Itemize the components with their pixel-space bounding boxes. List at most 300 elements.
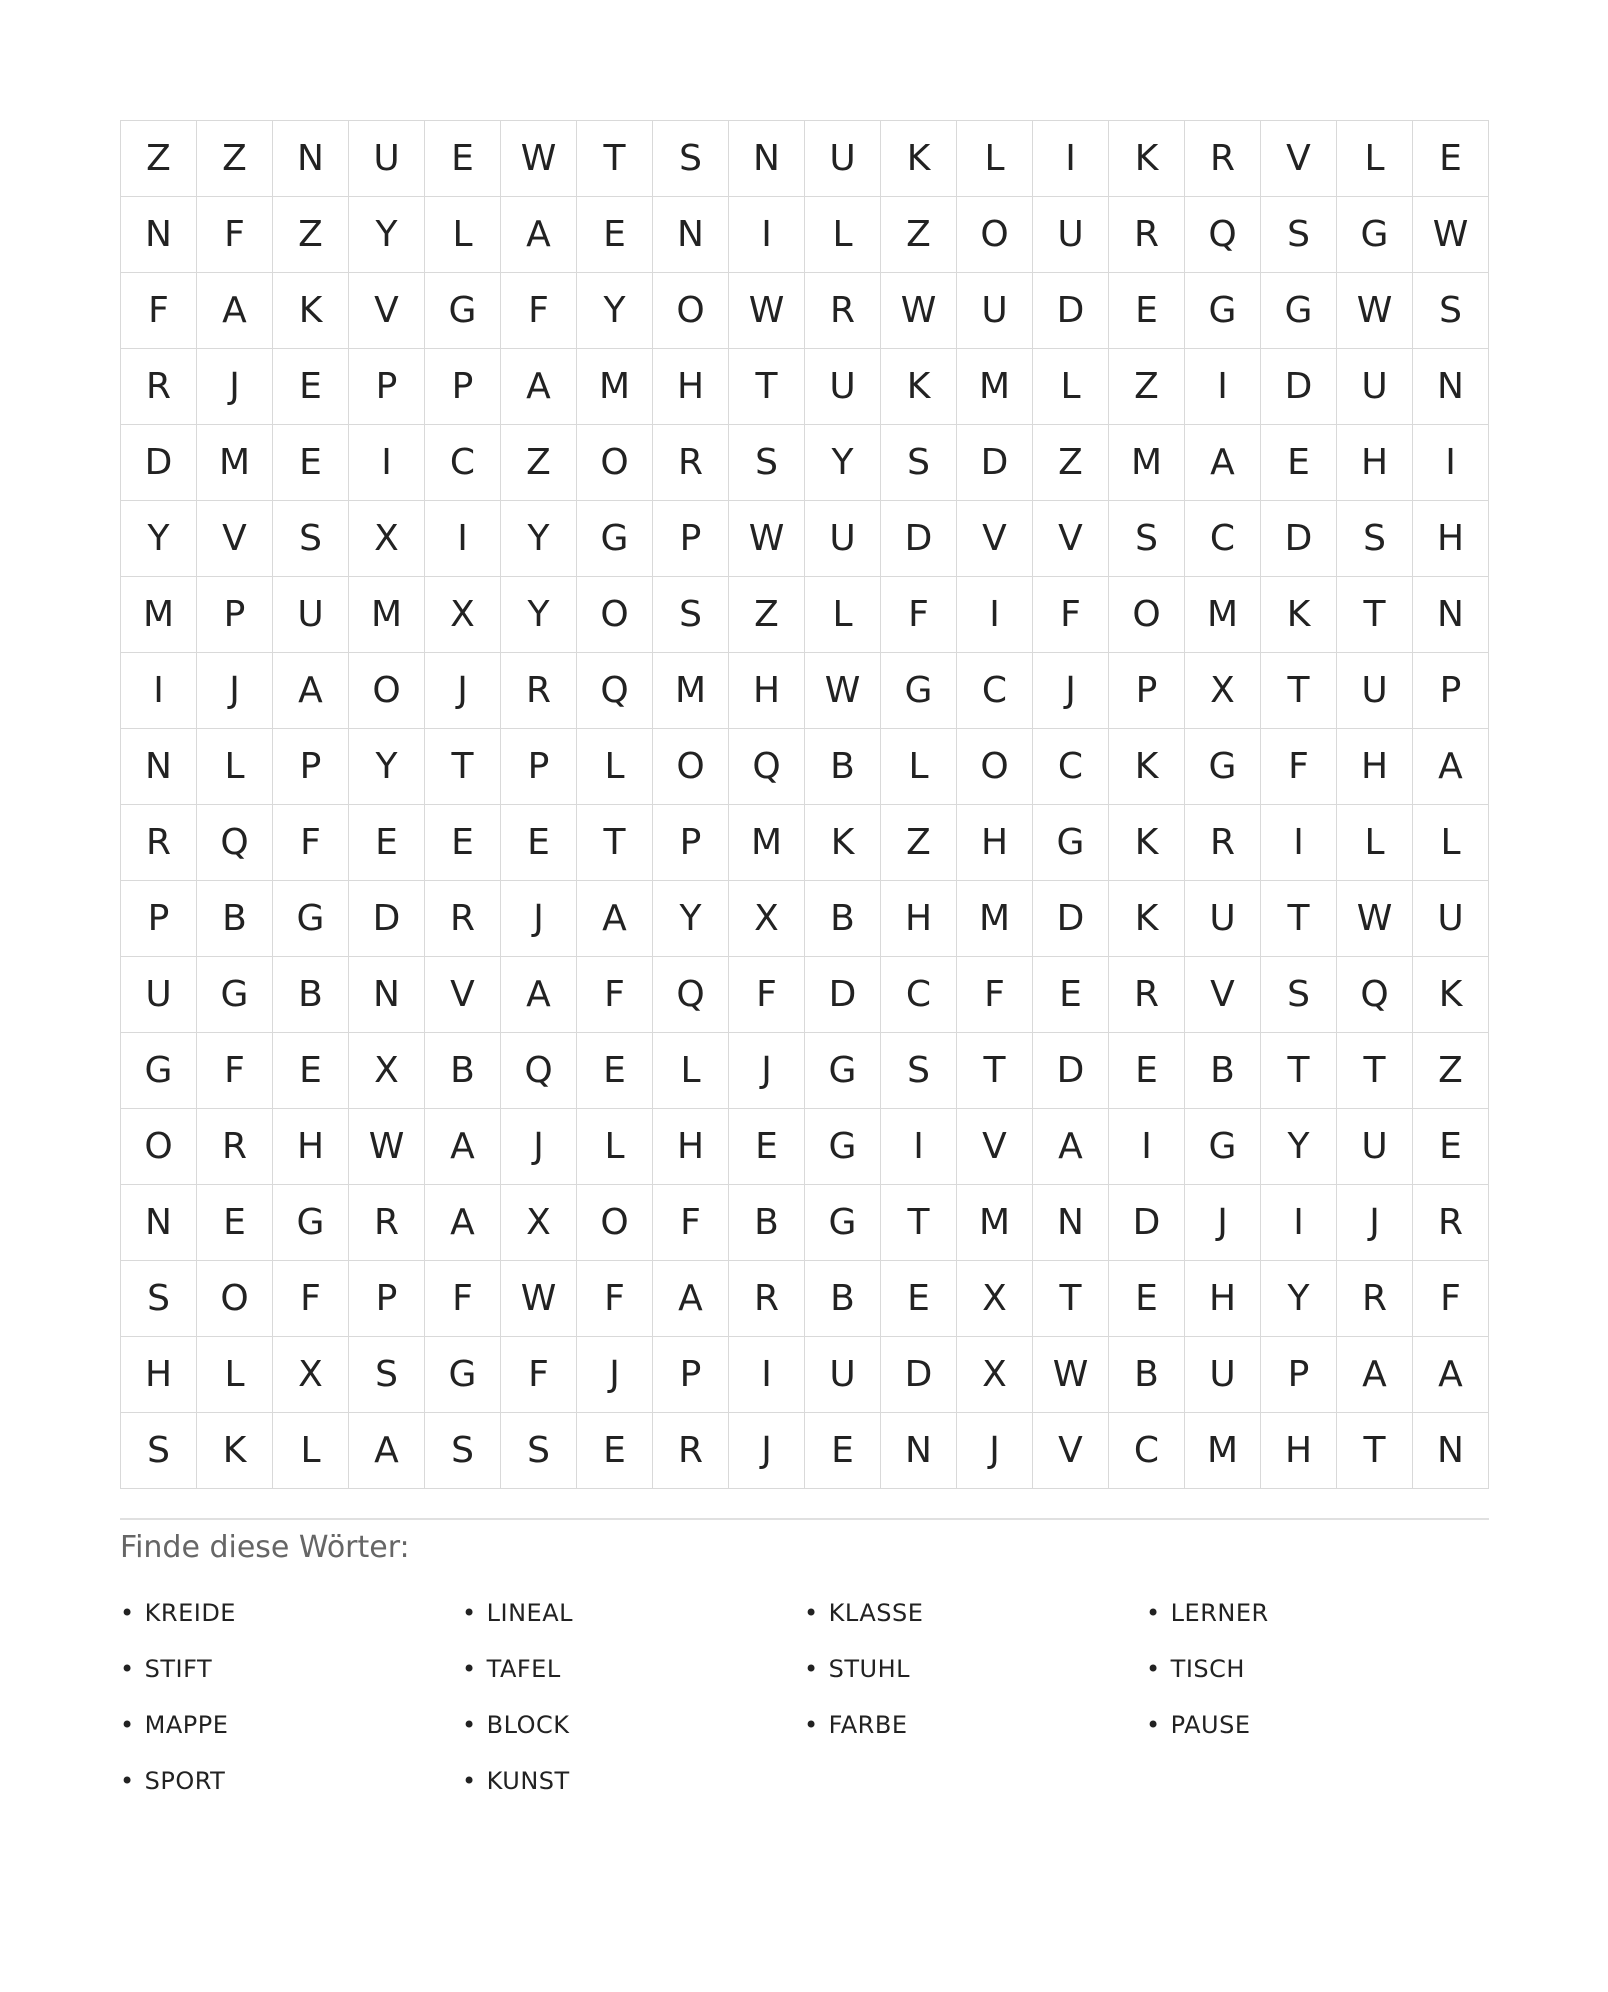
grid-cell[interactable]: V <box>957 501 1033 577</box>
grid-cell[interactable]: J <box>729 1413 805 1489</box>
grid-cell[interactable]: A <box>501 349 577 425</box>
grid-cell[interactable]: A <box>1185 425 1261 501</box>
grid-cell[interactable]: H <box>957 805 1033 881</box>
grid-cell[interactable]: H <box>1337 729 1413 805</box>
grid-cell[interactable]: M <box>349 577 425 653</box>
grid-cell[interactable]: M <box>577 349 653 425</box>
grid-cell[interactable]: N <box>349 957 425 1033</box>
grid-cell[interactable]: T <box>425 729 501 805</box>
grid-cell[interactable]: I <box>1413 425 1489 501</box>
grid-cell[interactable]: L <box>273 1413 349 1489</box>
grid-cell[interactable]: M <box>121 577 197 653</box>
grid-cell[interactable]: J <box>729 1033 805 1109</box>
grid-cell[interactable]: T <box>1261 653 1337 729</box>
grid-cell[interactable]: H <box>729 653 805 729</box>
grid-cell[interactable]: R <box>1337 1261 1413 1337</box>
grid-cell[interactable]: I <box>729 197 805 273</box>
grid-cell[interactable]: H <box>1413 501 1489 577</box>
grid-cell[interactable]: K <box>881 349 957 425</box>
grid-cell[interactable]: C <box>881 957 957 1033</box>
grid-cell[interactable]: M <box>957 349 1033 425</box>
grid-cell[interactable]: O <box>957 729 1033 805</box>
grid-cell[interactable]: A <box>425 1185 501 1261</box>
grid-cell[interactable]: O <box>349 653 425 729</box>
grid-cell[interactable]: R <box>425 881 501 957</box>
grid-cell[interactable]: V <box>1033 1413 1109 1489</box>
grid-cell[interactable]: D <box>1261 349 1337 425</box>
grid-cell[interactable]: Z <box>121 121 197 197</box>
grid-cell[interactable]: V <box>425 957 501 1033</box>
grid-cell[interactable]: U <box>805 1337 881 1413</box>
grid-cell[interactable]: J <box>957 1413 1033 1489</box>
grid-cell[interactable]: Y <box>1261 1109 1337 1185</box>
grid-cell[interactable]: E <box>425 805 501 881</box>
grid-cell[interactable]: L <box>881 729 957 805</box>
grid-cell[interactable]: S <box>1261 197 1337 273</box>
grid-cell[interactable]: X <box>957 1337 1033 1413</box>
grid-cell[interactable]: H <box>1337 425 1413 501</box>
grid-cell[interactable]: E <box>349 805 425 881</box>
grid-cell[interactable]: T <box>1337 1413 1413 1489</box>
grid-cell[interactable]: R <box>1185 805 1261 881</box>
grid-cell[interactable]: L <box>577 1109 653 1185</box>
grid-cell[interactable]: F <box>881 577 957 653</box>
grid-cell[interactable]: L <box>1337 121 1413 197</box>
grid-cell[interactable]: T <box>1337 1033 1413 1109</box>
grid-cell[interactable]: G <box>881 653 957 729</box>
grid-cell[interactable]: I <box>1109 1109 1185 1185</box>
grid-cell[interactable]: A <box>501 197 577 273</box>
grid-cell[interactable]: A <box>273 653 349 729</box>
grid-cell[interactable]: I <box>121 653 197 729</box>
grid-cell[interactable]: Y <box>349 729 425 805</box>
grid-cell[interactable]: Q <box>1337 957 1413 1033</box>
grid-cell[interactable]: X <box>273 1337 349 1413</box>
grid-cell[interactable]: N <box>881 1413 957 1489</box>
grid-cell[interactable]: M <box>729 805 805 881</box>
grid-cell[interactable]: B <box>273 957 349 1033</box>
grid-cell[interactable]: P <box>1109 653 1185 729</box>
grid-cell[interactable]: F <box>1261 729 1337 805</box>
grid-cell[interactable]: G <box>273 1185 349 1261</box>
grid-cell[interactable]: B <box>805 881 881 957</box>
grid-cell[interactable]: E <box>501 805 577 881</box>
grid-cell[interactable]: C <box>1185 501 1261 577</box>
grid-cell[interactable]: F <box>577 1261 653 1337</box>
grid-cell[interactable]: E <box>577 197 653 273</box>
grid-cell[interactable]: P <box>349 1261 425 1337</box>
grid-cell[interactable]: W <box>501 121 577 197</box>
grid-cell[interactable]: U <box>805 121 881 197</box>
grid-cell[interactable]: C <box>425 425 501 501</box>
grid-cell[interactable]: F <box>197 197 273 273</box>
grid-cell[interactable]: I <box>881 1109 957 1185</box>
grid-cell[interactable]: F <box>273 805 349 881</box>
grid-cell[interactable]: E <box>273 425 349 501</box>
grid-cell[interactable]: G <box>1261 273 1337 349</box>
grid-cell[interactable]: Z <box>881 197 957 273</box>
grid-cell[interactable]: F <box>653 1185 729 1261</box>
grid-cell[interactable]: S <box>653 121 729 197</box>
grid-cell[interactable]: Z <box>729 577 805 653</box>
grid-cell[interactable]: U <box>1337 349 1413 425</box>
grid-cell[interactable]: N <box>1413 577 1489 653</box>
grid-cell[interactable]: H <box>653 349 729 425</box>
grid-cell[interactable]: J <box>197 653 273 729</box>
grid-cell[interactable]: H <box>1185 1261 1261 1337</box>
grid-cell[interactable]: F <box>1413 1261 1489 1337</box>
grid-cell[interactable]: K <box>1413 957 1489 1033</box>
grid-cell[interactable]: Y <box>805 425 881 501</box>
grid-cell[interactable]: N <box>1413 1413 1489 1489</box>
grid-cell[interactable]: P <box>121 881 197 957</box>
grid-cell[interactable]: N <box>1413 349 1489 425</box>
grid-cell[interactable]: P <box>653 1337 729 1413</box>
grid-cell[interactable]: G <box>273 881 349 957</box>
grid-cell[interactable]: U <box>121 957 197 1033</box>
grid-cell[interactable]: P <box>1261 1337 1337 1413</box>
grid-cell[interactable]: E <box>1413 1109 1489 1185</box>
grid-cell[interactable]: I <box>349 425 425 501</box>
grid-cell[interactable]: U <box>805 349 881 425</box>
grid-cell[interactable]: E <box>805 1413 881 1489</box>
grid-cell[interactable]: Q <box>1185 197 1261 273</box>
grid-cell[interactable]: C <box>957 653 1033 729</box>
grid-cell[interactable]: A <box>653 1261 729 1337</box>
grid-cell[interactable]: B <box>425 1033 501 1109</box>
grid-cell[interactable]: I <box>425 501 501 577</box>
grid-cell[interactable]: D <box>1033 273 1109 349</box>
grid-cell[interactable]: I <box>1261 805 1337 881</box>
grid-cell[interactable]: A <box>197 273 273 349</box>
grid-cell[interactable]: L <box>577 729 653 805</box>
grid-cell[interactable]: A <box>1413 729 1489 805</box>
grid-cell[interactable]: U <box>1337 1109 1413 1185</box>
grid-cell[interactable]: H <box>653 1109 729 1185</box>
grid-cell[interactable]: V <box>1033 501 1109 577</box>
grid-cell[interactable]: M <box>653 653 729 729</box>
grid-cell[interactable]: X <box>349 1033 425 1109</box>
grid-cell[interactable]: Y <box>1261 1261 1337 1337</box>
grid-cell[interactable]: X <box>957 1261 1033 1337</box>
grid-cell[interactable]: E <box>1109 273 1185 349</box>
grid-cell[interactable]: A <box>501 957 577 1033</box>
grid-cell[interactable]: K <box>1261 577 1337 653</box>
grid-cell[interactable]: G <box>805 1033 881 1109</box>
grid-cell[interactable]: S <box>1337 501 1413 577</box>
grid-cell[interactable]: Y <box>121 501 197 577</box>
grid-cell[interactable]: A <box>349 1413 425 1489</box>
grid-cell[interactable]: X <box>425 577 501 653</box>
grid-cell[interactable]: S <box>121 1413 197 1489</box>
grid-cell[interactable]: M <box>1185 577 1261 653</box>
grid-cell[interactable]: E <box>881 1261 957 1337</box>
grid-cell[interactable]: W <box>881 273 957 349</box>
grid-cell[interactable]: G <box>1185 273 1261 349</box>
grid-cell[interactable]: Q <box>729 729 805 805</box>
grid-cell[interactable]: I <box>957 577 1033 653</box>
grid-cell[interactable]: P <box>653 501 729 577</box>
grid-cell[interactable]: D <box>121 425 197 501</box>
grid-cell[interactable]: K <box>273 273 349 349</box>
grid-cell[interactable]: H <box>121 1337 197 1413</box>
grid-cell[interactable]: Q <box>577 653 653 729</box>
grid-cell[interactable]: W <box>1337 273 1413 349</box>
grid-cell[interactable]: R <box>1109 197 1185 273</box>
grid-cell[interactable]: G <box>1337 197 1413 273</box>
grid-cell[interactable]: R <box>729 1261 805 1337</box>
grid-cell[interactable]: Y <box>501 577 577 653</box>
grid-cell[interactable]: S <box>273 501 349 577</box>
grid-cell[interactable]: N <box>121 1185 197 1261</box>
grid-cell[interactable]: E <box>273 1033 349 1109</box>
grid-cell[interactable]: S <box>1413 273 1489 349</box>
grid-cell[interactable]: L <box>425 197 501 273</box>
grid-cell[interactable]: U <box>1337 653 1413 729</box>
grid-cell[interactable]: Z <box>501 425 577 501</box>
grid-cell[interactable]: F <box>957 957 1033 1033</box>
grid-cell[interactable]: U <box>957 273 1033 349</box>
grid-cell[interactable]: V <box>1185 957 1261 1033</box>
grid-cell[interactable]: S <box>1261 957 1337 1033</box>
grid-cell[interactable]: I <box>1261 1185 1337 1261</box>
grid-cell[interactable]: S <box>881 1033 957 1109</box>
grid-cell[interactable]: O <box>121 1109 197 1185</box>
grid-cell[interactable]: G <box>121 1033 197 1109</box>
grid-cell[interactable]: Q <box>197 805 273 881</box>
grid-cell[interactable]: P <box>273 729 349 805</box>
grid-cell[interactable]: K <box>1109 881 1185 957</box>
grid-cell[interactable]: H <box>881 881 957 957</box>
grid-cell[interactable]: L <box>1413 805 1489 881</box>
grid-cell[interactable]: W <box>349 1109 425 1185</box>
grid-cell[interactable]: A <box>577 881 653 957</box>
grid-cell[interactable]: W <box>1337 881 1413 957</box>
grid-cell[interactable]: M <box>197 425 273 501</box>
grid-cell[interactable]: Z <box>1033 425 1109 501</box>
grid-cell[interactable]: K <box>881 121 957 197</box>
grid-cell[interactable]: B <box>729 1185 805 1261</box>
grid-cell[interactable]: I <box>729 1337 805 1413</box>
grid-cell[interactable]: R <box>121 349 197 425</box>
grid-cell[interactable]: K <box>805 805 881 881</box>
grid-cell[interactable]: Z <box>881 805 957 881</box>
grid-cell[interactable]: L <box>805 197 881 273</box>
grid-cell[interactable]: E <box>729 1109 805 1185</box>
grid-cell[interactable]: D <box>957 425 1033 501</box>
grid-cell[interactable]: I <box>1033 121 1109 197</box>
grid-cell[interactable]: P <box>653 805 729 881</box>
grid-cell[interactable]: T <box>1033 1261 1109 1337</box>
grid-cell[interactable]: J <box>577 1337 653 1413</box>
grid-cell[interactable]: S <box>425 1413 501 1489</box>
grid-cell[interactable]: P <box>425 349 501 425</box>
grid-cell[interactable]: J <box>501 1109 577 1185</box>
grid-cell[interactable]: S <box>881 425 957 501</box>
grid-cell[interactable]: E <box>425 121 501 197</box>
grid-cell[interactable]: G <box>1033 805 1109 881</box>
grid-cell[interactable]: X <box>729 881 805 957</box>
grid-cell[interactable]: S <box>653 577 729 653</box>
grid-cell[interactable]: D <box>881 501 957 577</box>
grid-cell[interactable]: G <box>1185 729 1261 805</box>
grid-cell[interactable]: F <box>425 1261 501 1337</box>
grid-cell[interactable]: H <box>1261 1413 1337 1489</box>
grid-cell[interactable]: P <box>197 577 273 653</box>
grid-cell[interactable]: X <box>1185 653 1261 729</box>
grid-cell[interactable]: L <box>197 729 273 805</box>
grid-cell[interactable]: F <box>273 1261 349 1337</box>
grid-cell[interactable]: U <box>273 577 349 653</box>
grid-cell[interactable]: R <box>349 1185 425 1261</box>
grid-cell[interactable]: T <box>1261 1033 1337 1109</box>
grid-cell[interactable]: D <box>1033 881 1109 957</box>
grid-cell[interactable]: G <box>425 273 501 349</box>
grid-cell[interactable]: B <box>805 729 881 805</box>
grid-cell[interactable]: Z <box>273 197 349 273</box>
grid-cell[interactable]: U <box>1413 881 1489 957</box>
grid-cell[interactable]: Y <box>501 501 577 577</box>
grid-cell[interactable]: P <box>501 729 577 805</box>
grid-cell[interactable]: P <box>349 349 425 425</box>
grid-cell[interactable]: K <box>1109 805 1185 881</box>
grid-cell[interactable]: P <box>1413 653 1489 729</box>
grid-cell[interactable]: K <box>1109 121 1185 197</box>
grid-cell[interactable]: U <box>1033 197 1109 273</box>
grid-cell[interactable]: J <box>1337 1185 1413 1261</box>
grid-cell[interactable]: V <box>957 1109 1033 1185</box>
grid-cell[interactable]: K <box>197 1413 273 1489</box>
grid-cell[interactable]: L <box>957 121 1033 197</box>
grid-cell[interactable]: A <box>1413 1337 1489 1413</box>
grid-cell[interactable]: E <box>1261 425 1337 501</box>
grid-cell[interactable]: V <box>197 501 273 577</box>
grid-cell[interactable]: B <box>1109 1337 1185 1413</box>
grid-cell[interactable]: R <box>653 1413 729 1489</box>
grid-cell[interactable]: Y <box>349 197 425 273</box>
grid-cell[interactable]: K <box>1109 729 1185 805</box>
grid-cell[interactable]: O <box>577 1185 653 1261</box>
grid-cell[interactable]: S <box>729 425 805 501</box>
grid-cell[interactable]: G <box>805 1109 881 1185</box>
grid-cell[interactable]: S <box>501 1413 577 1489</box>
grid-cell[interactable]: O <box>1109 577 1185 653</box>
grid-cell[interactable]: L <box>653 1033 729 1109</box>
grid-cell[interactable]: R <box>121 805 197 881</box>
grid-cell[interactable]: E <box>1413 121 1489 197</box>
grid-cell[interactable]: D <box>805 957 881 1033</box>
grid-cell[interactable]: J <box>1033 653 1109 729</box>
grid-cell[interactable]: D <box>1109 1185 1185 1261</box>
grid-cell[interactable]: F <box>121 273 197 349</box>
grid-cell[interactable]: V <box>1261 121 1337 197</box>
grid-cell[interactable]: G <box>805 1185 881 1261</box>
grid-cell[interactable]: X <box>501 1185 577 1261</box>
grid-cell[interactable]: E <box>273 349 349 425</box>
grid-cell[interactable]: G <box>197 957 273 1033</box>
grid-cell[interactable]: N <box>729 121 805 197</box>
grid-cell[interactable]: F <box>729 957 805 1033</box>
grid-cell[interactable]: N <box>653 197 729 273</box>
grid-cell[interactable]: N <box>1033 1185 1109 1261</box>
grid-cell[interactable]: Z <box>197 121 273 197</box>
grid-cell[interactable]: O <box>653 729 729 805</box>
grid-cell[interactable]: J <box>197 349 273 425</box>
grid-cell[interactable]: Q <box>653 957 729 1033</box>
grid-cell[interactable]: Y <box>653 881 729 957</box>
grid-cell[interactable]: U <box>349 121 425 197</box>
grid-cell[interactable]: S <box>349 1337 425 1413</box>
grid-cell[interactable]: W <box>729 273 805 349</box>
grid-cell[interactable]: Y <box>577 273 653 349</box>
grid-cell[interactable]: W <box>1033 1337 1109 1413</box>
grid-cell[interactable]: A <box>1337 1337 1413 1413</box>
grid-cell[interactable]: J <box>501 881 577 957</box>
grid-cell[interactable]: E <box>1109 1033 1185 1109</box>
grid-cell[interactable]: E <box>577 1033 653 1109</box>
grid-cell[interactable]: N <box>121 197 197 273</box>
grid-cell[interactable]: T <box>1337 577 1413 653</box>
grid-cell[interactable]: D <box>1033 1033 1109 1109</box>
grid-cell[interactable]: T <box>881 1185 957 1261</box>
grid-cell[interactable]: E <box>197 1185 273 1261</box>
grid-cell[interactable]: E <box>577 1413 653 1489</box>
grid-cell[interactable]: F <box>501 1337 577 1413</box>
grid-cell[interactable]: T <box>729 349 805 425</box>
grid-cell[interactable]: C <box>1109 1413 1185 1489</box>
grid-cell[interactable]: B <box>197 881 273 957</box>
grid-cell[interactable]: O <box>197 1261 273 1337</box>
grid-cell[interactable]: Z <box>1413 1033 1489 1109</box>
grid-cell[interactable]: S <box>121 1261 197 1337</box>
grid-cell[interactable]: R <box>653 425 729 501</box>
grid-cell[interactable]: J <box>425 653 501 729</box>
grid-cell[interactable]: T <box>577 805 653 881</box>
grid-cell[interactable]: F <box>1033 577 1109 653</box>
grid-cell[interactable]: F <box>577 957 653 1033</box>
grid-cell[interactable]: W <box>805 653 881 729</box>
grid-cell[interactable]: R <box>1185 121 1261 197</box>
grid-cell[interactable]: F <box>197 1033 273 1109</box>
grid-cell[interactable]: J <box>1185 1185 1261 1261</box>
grid-cell[interactable]: O <box>577 577 653 653</box>
grid-cell[interactable]: W <box>1413 197 1489 273</box>
grid-cell[interactable]: U <box>805 501 881 577</box>
grid-cell[interactable]: G <box>1185 1109 1261 1185</box>
grid-cell[interactable]: L <box>805 577 881 653</box>
grid-cell[interactable]: R <box>805 273 881 349</box>
grid-cell[interactable]: L <box>1033 349 1109 425</box>
grid-cell[interactable]: C <box>1033 729 1109 805</box>
grid-cell[interactable]: R <box>1413 1185 1489 1261</box>
grid-cell[interactable]: U <box>1185 881 1261 957</box>
grid-cell[interactable]: V <box>349 273 425 349</box>
grid-cell[interactable]: S <box>1109 501 1185 577</box>
grid-cell[interactable]: G <box>425 1337 501 1413</box>
grid-cell[interactable]: A <box>425 1109 501 1185</box>
grid-cell[interactable]: T <box>1261 881 1337 957</box>
grid-cell[interactable]: O <box>577 425 653 501</box>
grid-cell[interactable]: N <box>273 121 349 197</box>
grid-cell[interactable]: Z <box>1109 349 1185 425</box>
grid-cell[interactable]: M <box>957 881 1033 957</box>
grid-cell[interactable]: L <box>197 1337 273 1413</box>
grid-cell[interactable]: M <box>1185 1413 1261 1489</box>
grid-cell[interactable]: T <box>577 121 653 197</box>
grid-cell[interactable]: Q <box>501 1033 577 1109</box>
grid-cell[interactable]: B <box>805 1261 881 1337</box>
grid-cell[interactable]: U <box>1185 1337 1261 1413</box>
